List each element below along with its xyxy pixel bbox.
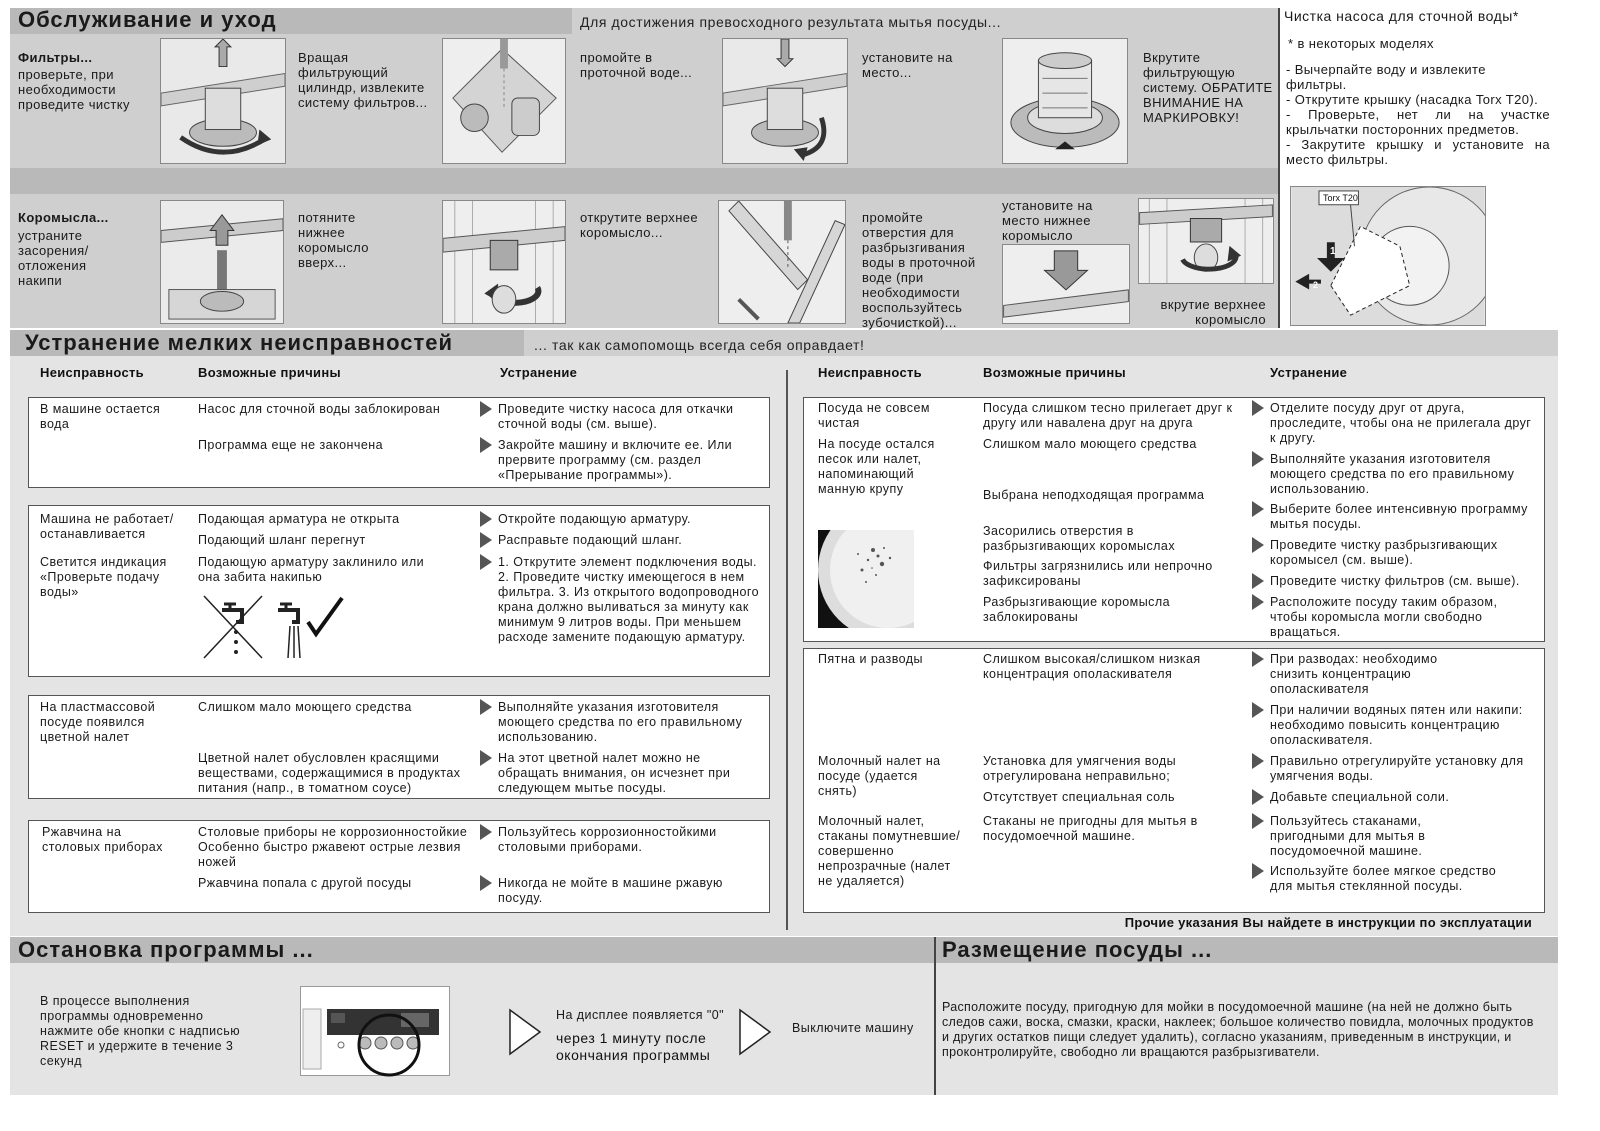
display-minute-text: через 1 минуту после окончания программы — [556, 1030, 711, 1063]
arrow-icon — [1252, 789, 1264, 805]
fix-clean-tap-filter: 1. Открутите элемент подключения воды. 2. Проведите чистку имеющегося в нем фильтра. 3. Из открытого водопроводного крана должно выливаться за минуту как минимум 9 литров воды. При меньшем расходе замените подающую арматуру. — [498, 555, 760, 644]
arm-step4-text: установите на место нижнее коромысло — [1002, 198, 1093, 243]
pump-step-2: - Открутите крышку (насадка Torx T20). — [1286, 92, 1539, 107]
fix-row — [1252, 790, 1537, 805]
fix-no-rusty: Никогда не мойте в машине ржавую посуду. — [498, 876, 723, 905]
pump-arrow-1-label: 1 — [1330, 246, 1336, 257]
arrow-icon — [1252, 537, 1264, 553]
fix-suitable-glasses: Пользуйтесь стаканами, пригодными для мытья в посудомоечной машине. — [1270, 814, 1426, 858]
cause-arms-blocked: Разбрызгивающие коромысла заблокированы — [983, 595, 1171, 624]
left-header-cause: Возможные причины — [198, 365, 341, 380]
arrow-icon — [1252, 501, 1264, 517]
fix-row — [480, 700, 750, 745]
cause-pump-blocked: Насос для сточной воды заблокирован — [198, 402, 441, 416]
stop-instructions: В процессе выполнения программы одновременно нажмите обе кнопки с надписью RESET и удержите в течение 3 секунд — [40, 994, 241, 1068]
cause-no-salt: Отсутствует специальная соль — [983, 790, 1176, 804]
row-divider-bar — [10, 168, 1278, 194]
display-zero-text: На дисплее появляется "0" — [556, 1008, 725, 1022]
arrow-icon — [1252, 863, 1264, 879]
fix-mild-detergent: Используйте более мягкое средство для мытья стеклянной посуды. — [1270, 864, 1497, 893]
cause-softener-wrong: Установка для умягчения воды отрегулирована неправильно; — [983, 754, 1177, 783]
arm-step3-text: промойте отверстия для разбрызгивания воды в проточной воде (при необходимости воспользуйтесь зубочисткой)... — [862, 210, 976, 330]
pump-step-4: - Закрутите крышку и установите на место фильтры. — [1286, 137, 1550, 167]
bottom-divider-2 — [934, 963, 936, 1095]
dirty-plate-image — [818, 530, 914, 628]
cause-clogged-arms: Засорились отверстия в разбрызгивающих коромыслах — [983, 524, 1176, 553]
fault-check-water-label: Светится индикация «Проверьте подачу воды» — [40, 555, 167, 599]
arrow-icon — [1252, 651, 1264, 667]
cause-tap-jammed: Подающую арматуру заклинило или она забита накипью — [198, 555, 425, 584]
fault-not-clean-label: Посуда не совсем чистая — [818, 401, 930, 430]
switch-off-text: Выключите машину — [792, 1021, 914, 1035]
trouble-title: Устранение мелких неисправностей — [25, 330, 454, 355]
fix-row — [1252, 574, 1537, 589]
arrow-icon — [480, 532, 492, 548]
filter-step4-image — [1002, 38, 1128, 164]
fix-row — [480, 512, 768, 527]
fault-milky-label: Молочный налет на посуде (удается снять) — [818, 754, 941, 798]
arrow-icon — [480, 437, 492, 453]
fix-ignore-stain: На этот цветной налет можно не обращать внимания, он исчезнет при следующем мытье посуды. — [498, 751, 731, 795]
fix-use-rustproof: Пользуйтесь коррозионностойкими столовыми приборами. — [498, 825, 717, 854]
fix-row — [1252, 864, 1537, 894]
fix-row — [1252, 502, 1537, 532]
arm-step4-image — [1002, 244, 1130, 324]
trouble-center-divider — [786, 370, 788, 930]
filter-step1-text: Вращая фильтрующий цилиндр, извлеките систему фильтров... — [298, 50, 428, 110]
fix-arrange-dishes: Расположите посуду таким образом, чтобы коромысла могли свободно вращаться. — [1270, 595, 1498, 639]
pump-divider — [1278, 8, 1280, 328]
pump-title: Чистка насоса для сточной воды* — [1284, 8, 1519, 24]
right-header-fix: Устранение — [1270, 365, 1348, 380]
trouble-subtitle: ... так как самопомощь всегда себя оправдает! — [534, 337, 865, 353]
arrow-icon — [480, 875, 492, 891]
fix-row — [480, 825, 750, 855]
fix-intense-program: Выберите более интенсивную программу мытья посуды. — [1270, 502, 1528, 531]
fault-plastic-label: На пластмассовой посуде появился цветной налет — [40, 700, 156, 744]
pump-step-3: - Проверьте, нет ли на участке крыльчатки посторонних предметов. — [1286, 107, 1550, 137]
filter-step2-image — [442, 38, 566, 164]
arm-step2-image — [442, 200, 566, 324]
cause-little-detergent: Слишком мало моющего средства — [983, 437, 1197, 451]
arm-step2-text: открутите верхнее коромысло... — [580, 210, 699, 240]
stop-title: Остановка программы ... — [18, 937, 314, 962]
fix-follow-detergent: Выполняйте указания изготовителя моющего средства по его правильному использованию. — [498, 700, 743, 744]
cause-program-not-finished: Программа еще не закончена — [198, 438, 383, 452]
fix-adjust-softener: Правильно отрегулируйте установку для умягчения воды. — [1270, 754, 1524, 783]
arrow-icon — [1252, 451, 1264, 467]
arms-title: Коромысла... — [18, 210, 109, 225]
control-panel-image — [300, 986, 450, 1076]
fix-row — [1252, 754, 1537, 784]
footer-note: Прочие указания Вы найдете в инструкции по эксплуатации — [1124, 915, 1532, 930]
cause-dirty-filters: Фильтры загрязнились или непрочно зафиксированы — [983, 559, 1213, 588]
filter-step2-text: промойте в проточной воде... — [580, 50, 693, 80]
filter-step3-text: установите на место... — [862, 50, 953, 80]
arrow-icon — [480, 824, 492, 840]
fix-row — [480, 751, 750, 796]
fix-clean-arms: Проведите чистку разбрызгивающих коромысел (см. выше). — [1270, 538, 1498, 567]
arrow-icon — [1252, 813, 1264, 829]
fix-straighten-hose: Расправьте подающий шланг. — [498, 533, 683, 547]
fix-clean-pump: Проведите чистку насоса для откачки сточной воды (см. выше). — [498, 402, 734, 431]
arm-step5-image — [1138, 198, 1274, 284]
arm-step3-image — [718, 200, 846, 324]
fault-stains-label: Пятна и разводы — [818, 652, 923, 666]
fix-increase-rinse: При наличии водяных пятен или накипи: необходимо повысить концентрацию ополаскивателя. — [1270, 703, 1523, 747]
arrow-icon — [1252, 702, 1264, 718]
next-arrow-icon-2 — [738, 1008, 772, 1061]
arm-step1-text: потяните нижнее коромысло вверх... — [298, 210, 369, 270]
pump-arrow-2-label: 2 — [1313, 280, 1319, 290]
arrow-icon — [1252, 753, 1264, 769]
left-header-fix: Устранение — [500, 365, 578, 380]
fix-reduce-rinse: При разводах: необходимо снизить концентрацию ополаскивателя — [1270, 652, 1438, 696]
arrow-icon — [480, 401, 492, 417]
fix-follow-instructions: Выполняйте указания изготовителя моющего средства по его правильному использованию. — [1270, 452, 1515, 496]
fault-sand-label: На посуде остался песок или налет, напоминающий манную крупу — [818, 437, 935, 496]
arrow-icon — [1252, 400, 1264, 416]
fix-row — [1252, 538, 1537, 568]
fix-row — [480, 876, 750, 906]
care-title: Обслуживание и уход — [18, 7, 277, 32]
pump-step-1: - Вычерпайте воду и извлеките фильтры. — [1286, 62, 1486, 92]
tap-flow-icon — [198, 592, 348, 662]
filter-step3-image — [722, 38, 848, 164]
cause-glasses-unsuitable: Стаканы не пригодны для мытья в посудомоечной машине. — [983, 814, 1198, 843]
fix-row — [480, 402, 766, 432]
pump-steps — [1286, 62, 1550, 167]
arrow-icon — [480, 554, 492, 570]
fault-water-label: В машине остается вода — [40, 402, 161, 431]
left-header-fault: Неисправность — [40, 365, 144, 380]
fix-open-tap: Откройте подающую арматуру. — [498, 512, 691, 526]
cause-food-dyes: Цветной налет обусловлен красящими веществами, содержащимися в продуктах питания (напр., в томатном соусе) — [198, 751, 461, 795]
fix-row — [480, 533, 768, 548]
fix-row — [1252, 595, 1537, 640]
right-header-fault: Неисправность — [818, 365, 922, 380]
cause-rinse-concentration: Слишком высокая/слишком низкая концентрация ополаскивателя — [983, 652, 1201, 681]
filters-text: проверьте, при необходимости проведите чистку — [18, 67, 130, 112]
next-arrow-icon — [508, 1008, 542, 1061]
care-subtitle: Для достижения превосходного результата мытья посуды... — [580, 14, 1002, 30]
arrow-icon — [1252, 594, 1264, 610]
arrow-icon — [480, 699, 492, 715]
cause-too-little-detergent: Слишком мало моющего средства — [198, 700, 412, 714]
fix-row — [480, 438, 766, 483]
fault-rust-label: Ржавчина на столовых приборах — [42, 825, 163, 854]
cause-too-tight: Посуда слишком тесно прилегает друг к другу или навалена друг на друга — [983, 401, 1233, 430]
fix-add-salt: Добавьте специальной соли. — [1270, 790, 1450, 804]
fix-separate: Отделите посуду друг от друга, проследите, чтобы она не прилегала друг к другу. — [1270, 401, 1532, 445]
placement-title: Размещение посуды ... — [942, 937, 1213, 962]
fix-row — [480, 555, 768, 645]
cause-rust-from-other: Ржавчина попала с другой посуды — [198, 876, 412, 890]
placement-text: Расположите посуду, пригодную для мойки в посудомоечной машине (на ней не должно быть следов сажи, воска, смазки, краски, наклеек; большое количество повидла, молочных продуктов и других остатков пищи следует удалить), согласно указаниям, приведенным в инструкции, и проконтролируйте, свободно ли вращаются разбрызгиватели. — [942, 1000, 1534, 1059]
filter-step4-text: Вкрутите фильтрующую систему. ОБРАТИТЕ ВНИМАНИЕ НА МАРКИРОВКУ! — [1143, 50, 1273, 125]
filter-step1-image — [160, 38, 286, 164]
fix-row — [1252, 652, 1537, 697]
fix-row — [1252, 814, 1537, 859]
fix-row — [1252, 401, 1537, 446]
arm-step5-text: вкрутие верхнее коромысло — [1160, 297, 1266, 327]
cause-wrong-program: Выбрана неподходящая программа — [983, 488, 1205, 502]
cause-not-rustproof: Столовые приборы не коррозионностойкие Особенно быстро ржавеют острые лезвия ножей — [198, 825, 468, 869]
fix-row — [1252, 703, 1537, 748]
fix-clean-filters: Проведите чистку фильтров (см. выше). — [1270, 574, 1520, 588]
pump-image — [1290, 186, 1486, 326]
fix-close-machine: Закройте машину и включите ее. Или прервите программу (см. раздел «Прерывание программы»). — [498, 438, 733, 482]
pump-note: * в некоторых моделях — [1288, 36, 1434, 51]
arrow-icon — [1252, 573, 1264, 589]
arrow-icon — [480, 511, 492, 527]
filters-title: Фильтры... — [18, 50, 93, 65]
cause-tap-closed: Подающая арматура не открыта — [198, 512, 400, 526]
fault-not-working-label: Машина не работает/ останавливается — [40, 512, 174, 541]
arms-text: устраните засорения/отложения накипи — [18, 228, 89, 288]
cause-hose-kinked: Подающий шланг перегнут — [198, 533, 366, 547]
fault-cloudy-label: Молочный налет, стаканы помутневшие/ совершенно непрозрачные (налет не удаляется) — [818, 814, 961, 888]
fix-row — [1252, 452, 1537, 497]
arm-step1-image — [160, 200, 284, 324]
arrow-icon — [480, 750, 492, 766]
torx-label: Torx T20 — [1323, 193, 1358, 203]
right-header-cause: Возможные причины — [983, 365, 1126, 380]
